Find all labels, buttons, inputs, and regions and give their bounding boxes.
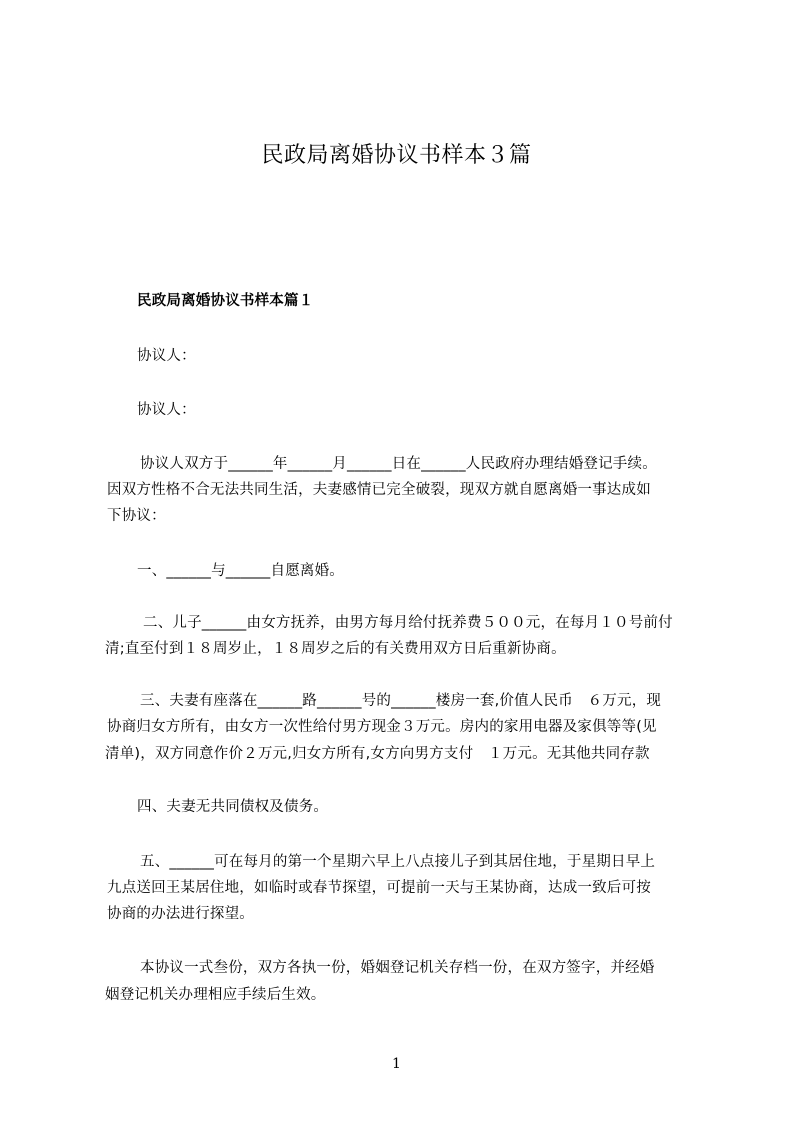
clause-2-line-2: 清;直至付到１８周岁止，１８周岁之后的有关费用双方日后重新协商。: [105, 641, 566, 657]
clause-5-line-1: 五、______可在每月的第一个星期六早上八点接儿子到其居住地，于星期日早上: [140, 854, 656, 870]
section-heading: 民政局离婚协议书样本篇１: [137, 293, 314, 309]
intro-line-2: 因双方性格不合无法共同生活，夫妻感情已完全破裂，现双方就自愿离婚一事达成如: [107, 482, 651, 498]
party-line-2: 协议人：: [137, 402, 196, 418]
clause-5-line-3: 协商的办法进行探望。: [107, 906, 254, 922]
closing-line-1: 本协议一式叁份，双方各执一份，婚姻登记机关存档一份，在双方签字，并经婚: [140, 960, 655, 976]
clause-3-line-2: 协商归女方所有，由女方一次性给付男方现金３万元。房内的家用电器及家俱等等(见: [107, 719, 657, 735]
clause-1: 一、______与______自愿离婚。: [137, 563, 344, 579]
clause-2-line-1: 二、儿子______由女方抚养，由男方每月给付抚养费５００元，在每月１０号前付: [143, 615, 673, 631]
intro-line-3: 下协议：: [107, 508, 166, 524]
clause-3-line-3: 清单)，双方同意作价２万元,归女方所有,女方向男方支付 １万元。无其他共同存款: [105, 746, 650, 762]
intro-line-1: 协议人双方于______年______月______日在______人民政府办理结婚登记手续。: [140, 456, 657, 472]
clause-5-line-2: 九点送回王某居住地，如临时或春节探望，可提前一天与王某协商，达成一致后可按: [107, 880, 651, 896]
document-title: 民政局离婚协议书样本３篇: [261, 143, 532, 168]
party-line-1: 协议人：: [137, 348, 196, 364]
page-number: 1: [392, 1056, 401, 1072]
closing-line-2: 姻登记机关办理相应手续后生效。: [105, 987, 326, 1003]
clause-4: 四、夫妻无共同债权及债务。: [137, 799, 329, 815]
clause-3-line-1: 三、夫妻有座落在______路______号的______楼房一套,价值人民币 ６万元，现: [140, 693, 662, 709]
